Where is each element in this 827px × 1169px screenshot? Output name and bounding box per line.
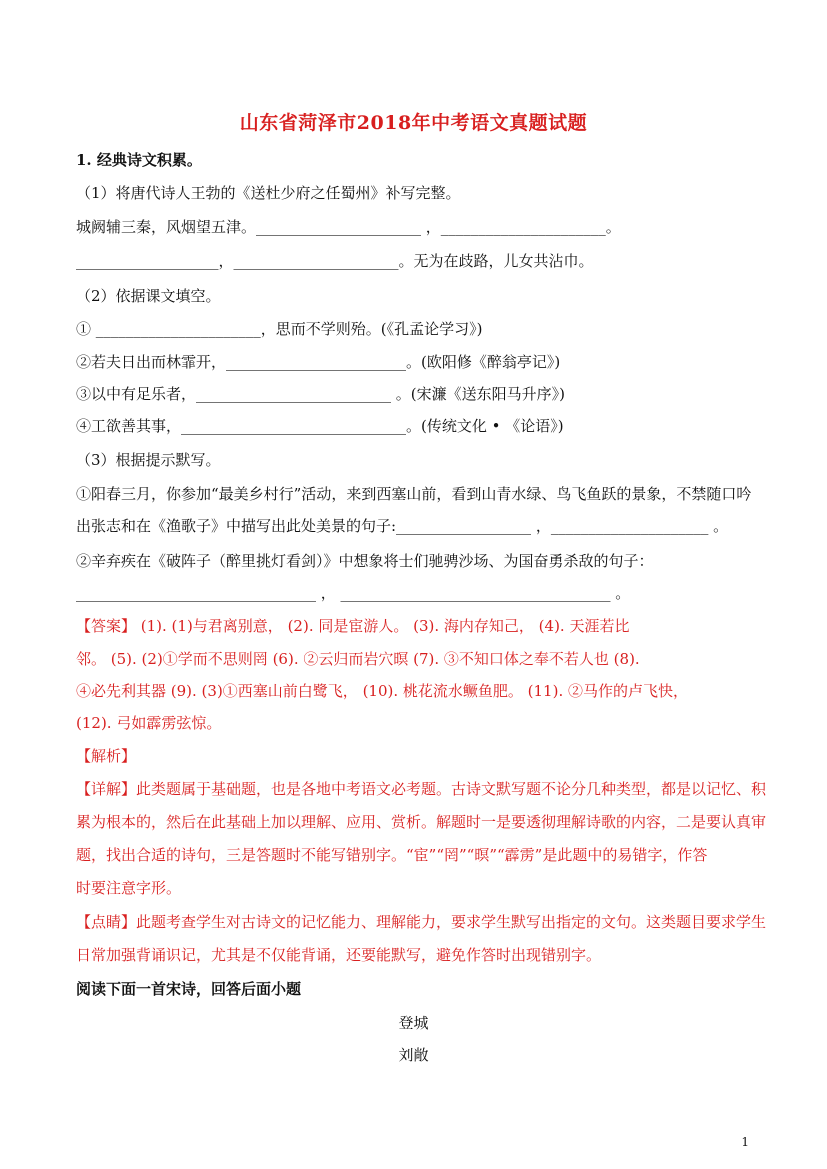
answer-line-2: 邻。 (5). (2)①学而不思则罔 (6). ②云归而岩穴暝 (7). ③不知口体之奉不若人也 (8). bbox=[76, 650, 640, 668]
part-2-item-3: ③以中有足乐者，__________________________ 。(宋濂《送东阳马升序》) bbox=[76, 385, 565, 403]
analysis-point-line-1: 【点睛】此题考查学生对古诗文的记忆能力、理解能力，要求学生默写出指定的文句。这类题目要求学生 bbox=[76, 913, 767, 931]
document-title: 山东省菏泽市2018年中考语文真题试题 bbox=[239, 112, 588, 134]
question-1-heading: 1. 经典诗文积累。 bbox=[76, 151, 202, 169]
part-1-line-2: ___________________，______________________。无为在歧路，儿女共沾巾。 bbox=[76, 252, 594, 270]
part-2-item-4: ④工欲善其事，______________________________。(传统文化 • 《论语》) bbox=[76, 417, 564, 435]
analysis-point-line-2: 日常加强背诵识记，尤其是不仅能背诵，还要能默写，避免作答时出现错别字。 bbox=[76, 946, 602, 964]
analysis-detail-line-1: 【详解】此类题属于基础题，也是各地中考语文必考题。古诗文默写题不论分几种类型，都是以记忆、积 bbox=[76, 780, 767, 798]
page-number: 1 bbox=[741, 1135, 749, 1149]
part-3-item-2-line-a: ②辛弃疾在《破阵子（醉里挑灯看剑）》中想象将士们驰骋沙场、为国奋勇杀敌的句子： bbox=[76, 552, 654, 570]
part-3-item-2-line-b: ________________________________ ， ____________________________________ 。 bbox=[76, 584, 631, 602]
part-3-item-1-line-a: ①阳春三月，你参加“最美乡村行”活动，来到西塞山前，看到山青水绿、鸟飞鱼跃的景象，不禁随口吟 bbox=[76, 485, 752, 503]
part-3-item-1-line-b: 出张志和在《渔歌子》中描写出此处美景的句子:__________________ ，_____________________ 。 bbox=[76, 517, 729, 535]
answer-line-4: (12). 弓如霹雳弦惊。 bbox=[76, 714, 222, 732]
part-2-item-1: ① ______________________，思而不学则殆。(《孔孟论学习》) bbox=[76, 320, 483, 338]
part-1-label: （1）将唐代诗人王勃的《送杜少府之任蜀州》补写完整。 bbox=[76, 184, 461, 202]
analysis-detail-line-2: 累为根本的，然后在此基础上加以理解、应用、赏析。解题时一是要透彻理解诗歌的内容，二是要认真审 bbox=[76, 813, 767, 831]
poem-author: 刘敞 bbox=[398, 1046, 429, 1064]
part-2-item-2: ②若夫日出而林霏开，________________________。(欧阳修《醉翁亭记》) bbox=[76, 353, 561, 371]
analysis-detail-line-4: 时要注意字形。 bbox=[76, 879, 182, 897]
answer-line-3: ④必先利其器 (9). (3)①西塞山前白鹭飞， (10). 桃花流水鳜鱼肥。 (11). ②马作的卢飞快， bbox=[76, 682, 688, 700]
part-2-label: （2）依据课文填空。 bbox=[76, 287, 221, 305]
reading-intro: 阅读下面一首宋诗，回答后面小题 bbox=[76, 980, 302, 998]
analysis-detail-line-3: 题，找出合适的诗句，三是答题时不能写错别字。“宦”“罔”“暝”“霹雳”是此题中的易错字，作答 bbox=[76, 846, 708, 864]
part-3-label: （3）根据提示默写。 bbox=[76, 451, 221, 469]
analysis-label: 【解析】 bbox=[76, 747, 137, 765]
answer-line-1: 【答案】 (1). (1)与君离别意， (2). 同是宦游人。 (3). 海内存知己， (4). 天涯若比 bbox=[76, 617, 630, 635]
poem-title: 登城 bbox=[398, 1014, 429, 1032]
part-1-line-1: 城阙辅三秦，风烟望五津。______________________ ，______________________。 bbox=[76, 218, 621, 236]
